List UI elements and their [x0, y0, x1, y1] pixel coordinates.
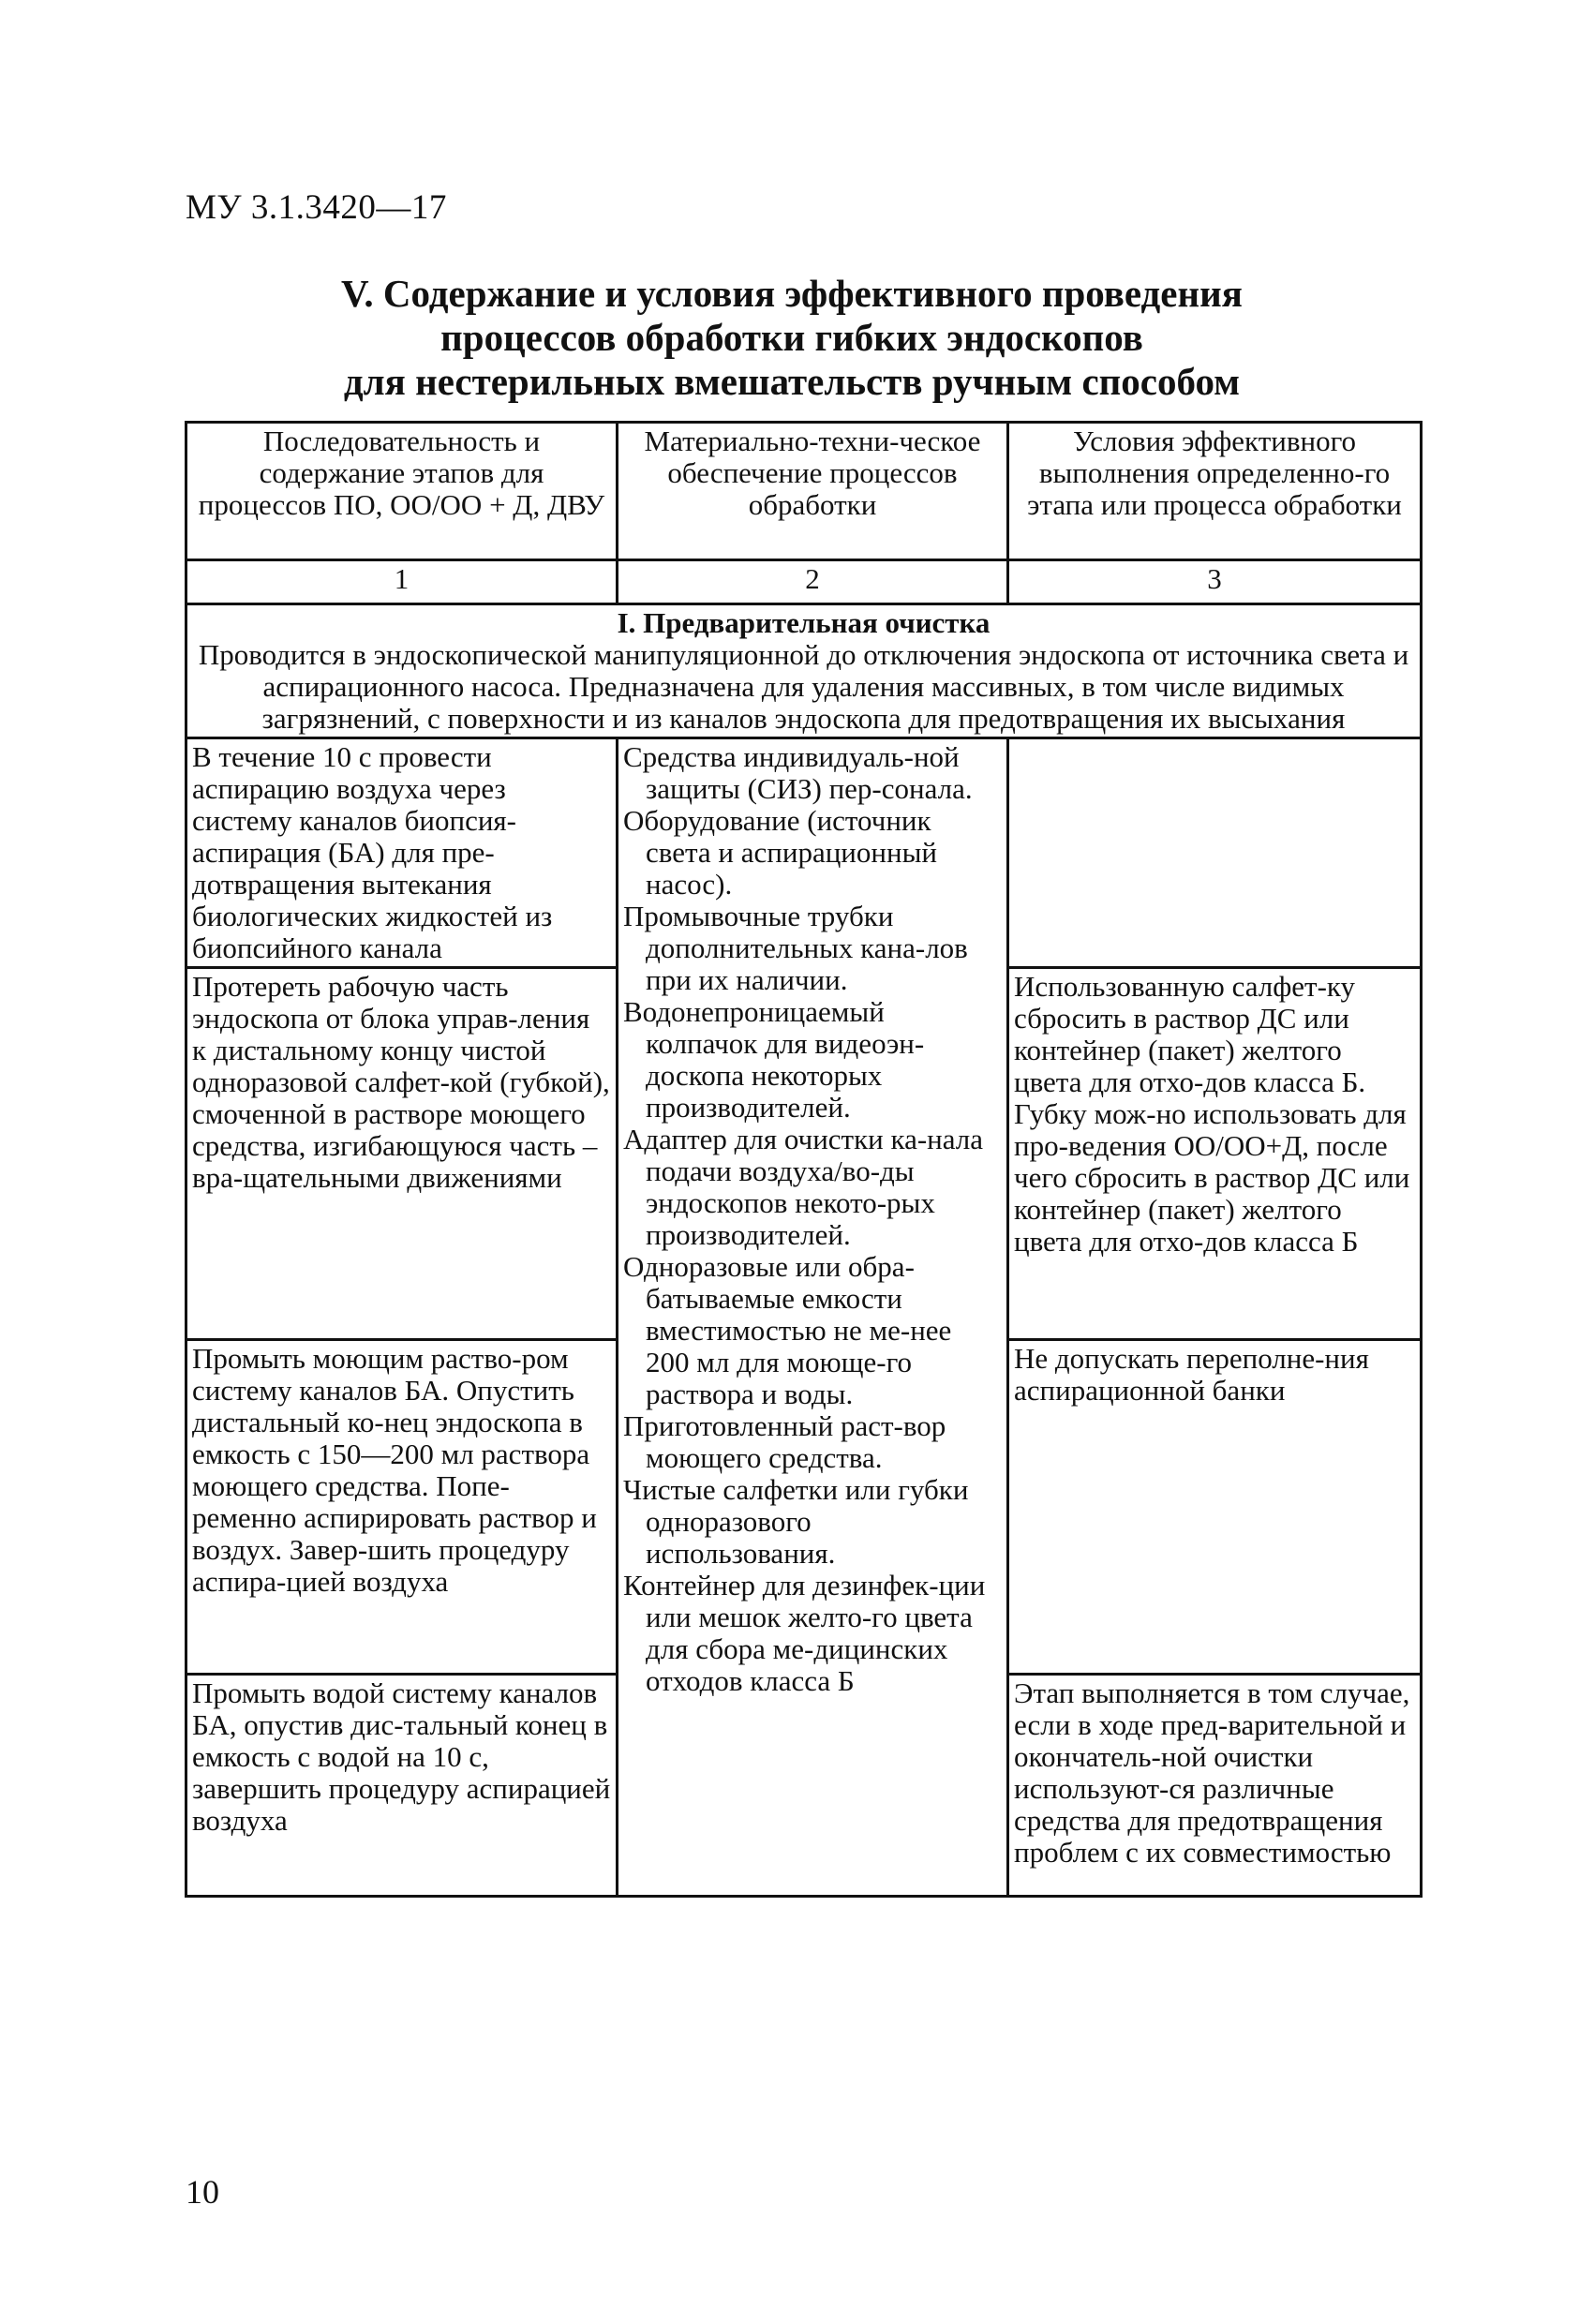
material-item: Средства индивидуаль-ной защиты (СИЗ) пер-сонала.: [623, 740, 973, 805]
column-header-materials: Материально-техни-ческое обеспечение процессов обработки: [618, 423, 1008, 560]
section-row: [186, 604, 1422, 738]
material-item: Оборудование (источник света и аспирационный насос).: [623, 804, 937, 901]
section-title: [225, 272, 1359, 404]
condition-cell: Не допускать переполне-ния аспирационной банки: [1008, 1340, 1422, 1675]
material-item: Приготовленный раст-вор моющего средства.: [623, 1409, 946, 1474]
title-line-1: V. Содержание и условия эффективного проведения: [341, 272, 1243, 315]
column-number-1: 1: [186, 560, 618, 604]
material-item: Адаптер для очистки ка-нала подачи воздуха/во-ды эндоскопов некото-рых производителей.: [623, 1123, 984, 1251]
section-description: Проводится в эндоскопической манипуляционной до отключения эндоскопа от источника света и аспирационного насоса. Предназначена для удаления массивных, в том числе видимых загрязнений, с поверхности и из каналов эндоскопа для предотвращения их высыхания: [198, 638, 1409, 735]
section-heading: I. Предварительная очистка: [617, 606, 991, 639]
step-cell: Промыть моющим раство-ром систему каналов БА. Опустить дистальный ко-нец эндоскопа в емкость с 150—200 мл раствора моющего средства. Попе-ременно аспирировать раствор и воздух. Завер-шить процедуру аспира-цией воздуха: [186, 1340, 618, 1675]
material-item: Промывочные трубки дополнительных кана-лов при их наличии.: [623, 900, 968, 996]
column-number-row: [186, 560, 1422, 604]
condition-cell: Этап выполняется в том случае, если в ходе пред-варительной и окончатель-ной очистки используют-ся различные средства для предотвращения проблем с их совместимостью: [1008, 1675, 1422, 1897]
condition-cell: Использованную салфет-ку сбросить в раствор ДС или контейнер (пакет) желтого цвета для отхо-дов класса Б. Губку мож-но использовать для про-ведения ОО/ОО+Д, после чего сбросить в раствор ДС или контейнер (пакет) желтого цвета для отхо-дов класса Б: [1008, 968, 1422, 1340]
material-item: Контейнер для дезинфек-ции или мешок желто-го цвета для сбора ме-дицинских отходов класса Б: [623, 1569, 986, 1697]
step-cell: Промыть водой систему каналов БА, опустив дис-тальный конец в емкость с водой на 10 с, завершить процедуру аспирацией воздуха: [186, 1675, 618, 1897]
table-row: [186, 738, 1422, 968]
step-cell: Протереть рабочую часть эндоскопа от блока управ-ления к дистальному концу чистой одноразовой салфет-кой (губкой), смоченной в растворе моющего средства, изгибающуюся часть – вра-щательными движениями: [186, 968, 618, 1340]
column-header-steps: Последовательность и содержание этапов для процессов ПО, ОО/ОО + Д, ДВУ: [186, 423, 618, 560]
material-item: Одноразовые или обра-батываемые емкости вместимостью не ме-нее 200 мл для моюще-го раствора и воды.: [623, 1250, 952, 1410]
table-header-row: [186, 423, 1422, 560]
page-number: 10: [186, 2173, 219, 2211]
column-number-3: 3: [1008, 560, 1422, 604]
step-cell: В течение 10 с провести аспирацию воздуха через систему каналов биопсия-аспирация (БА) для пре-дотвращения вытекания биологических жидкостей из биопсийного канала: [186, 738, 618, 968]
condition-cell: [1008, 738, 1422, 968]
document-header: МУ 3.1.3420—17: [186, 188, 447, 227]
title-line-2: процессов обработки гибких эндоскопов: [440, 316, 1143, 359]
material-item: Водонепроницаемый колпачок для видеоэн-доскопа некоторых производителей.: [623, 995, 925, 1124]
materials-cell: [618, 738, 1008, 1897]
title-line-3: для нестерильных вмешательств ручным способом: [343, 360, 1241, 403]
column-number-2: 2: [618, 560, 1008, 604]
section-cell: [186, 604, 1422, 738]
processing-table: [185, 421, 1423, 1898]
material-item: Чистые салфетки или губки одноразового использования.: [623, 1473, 969, 1570]
column-header-conditions: Условия эффективного выполнения определенно-го этапа или процесса обработки: [1008, 423, 1422, 560]
